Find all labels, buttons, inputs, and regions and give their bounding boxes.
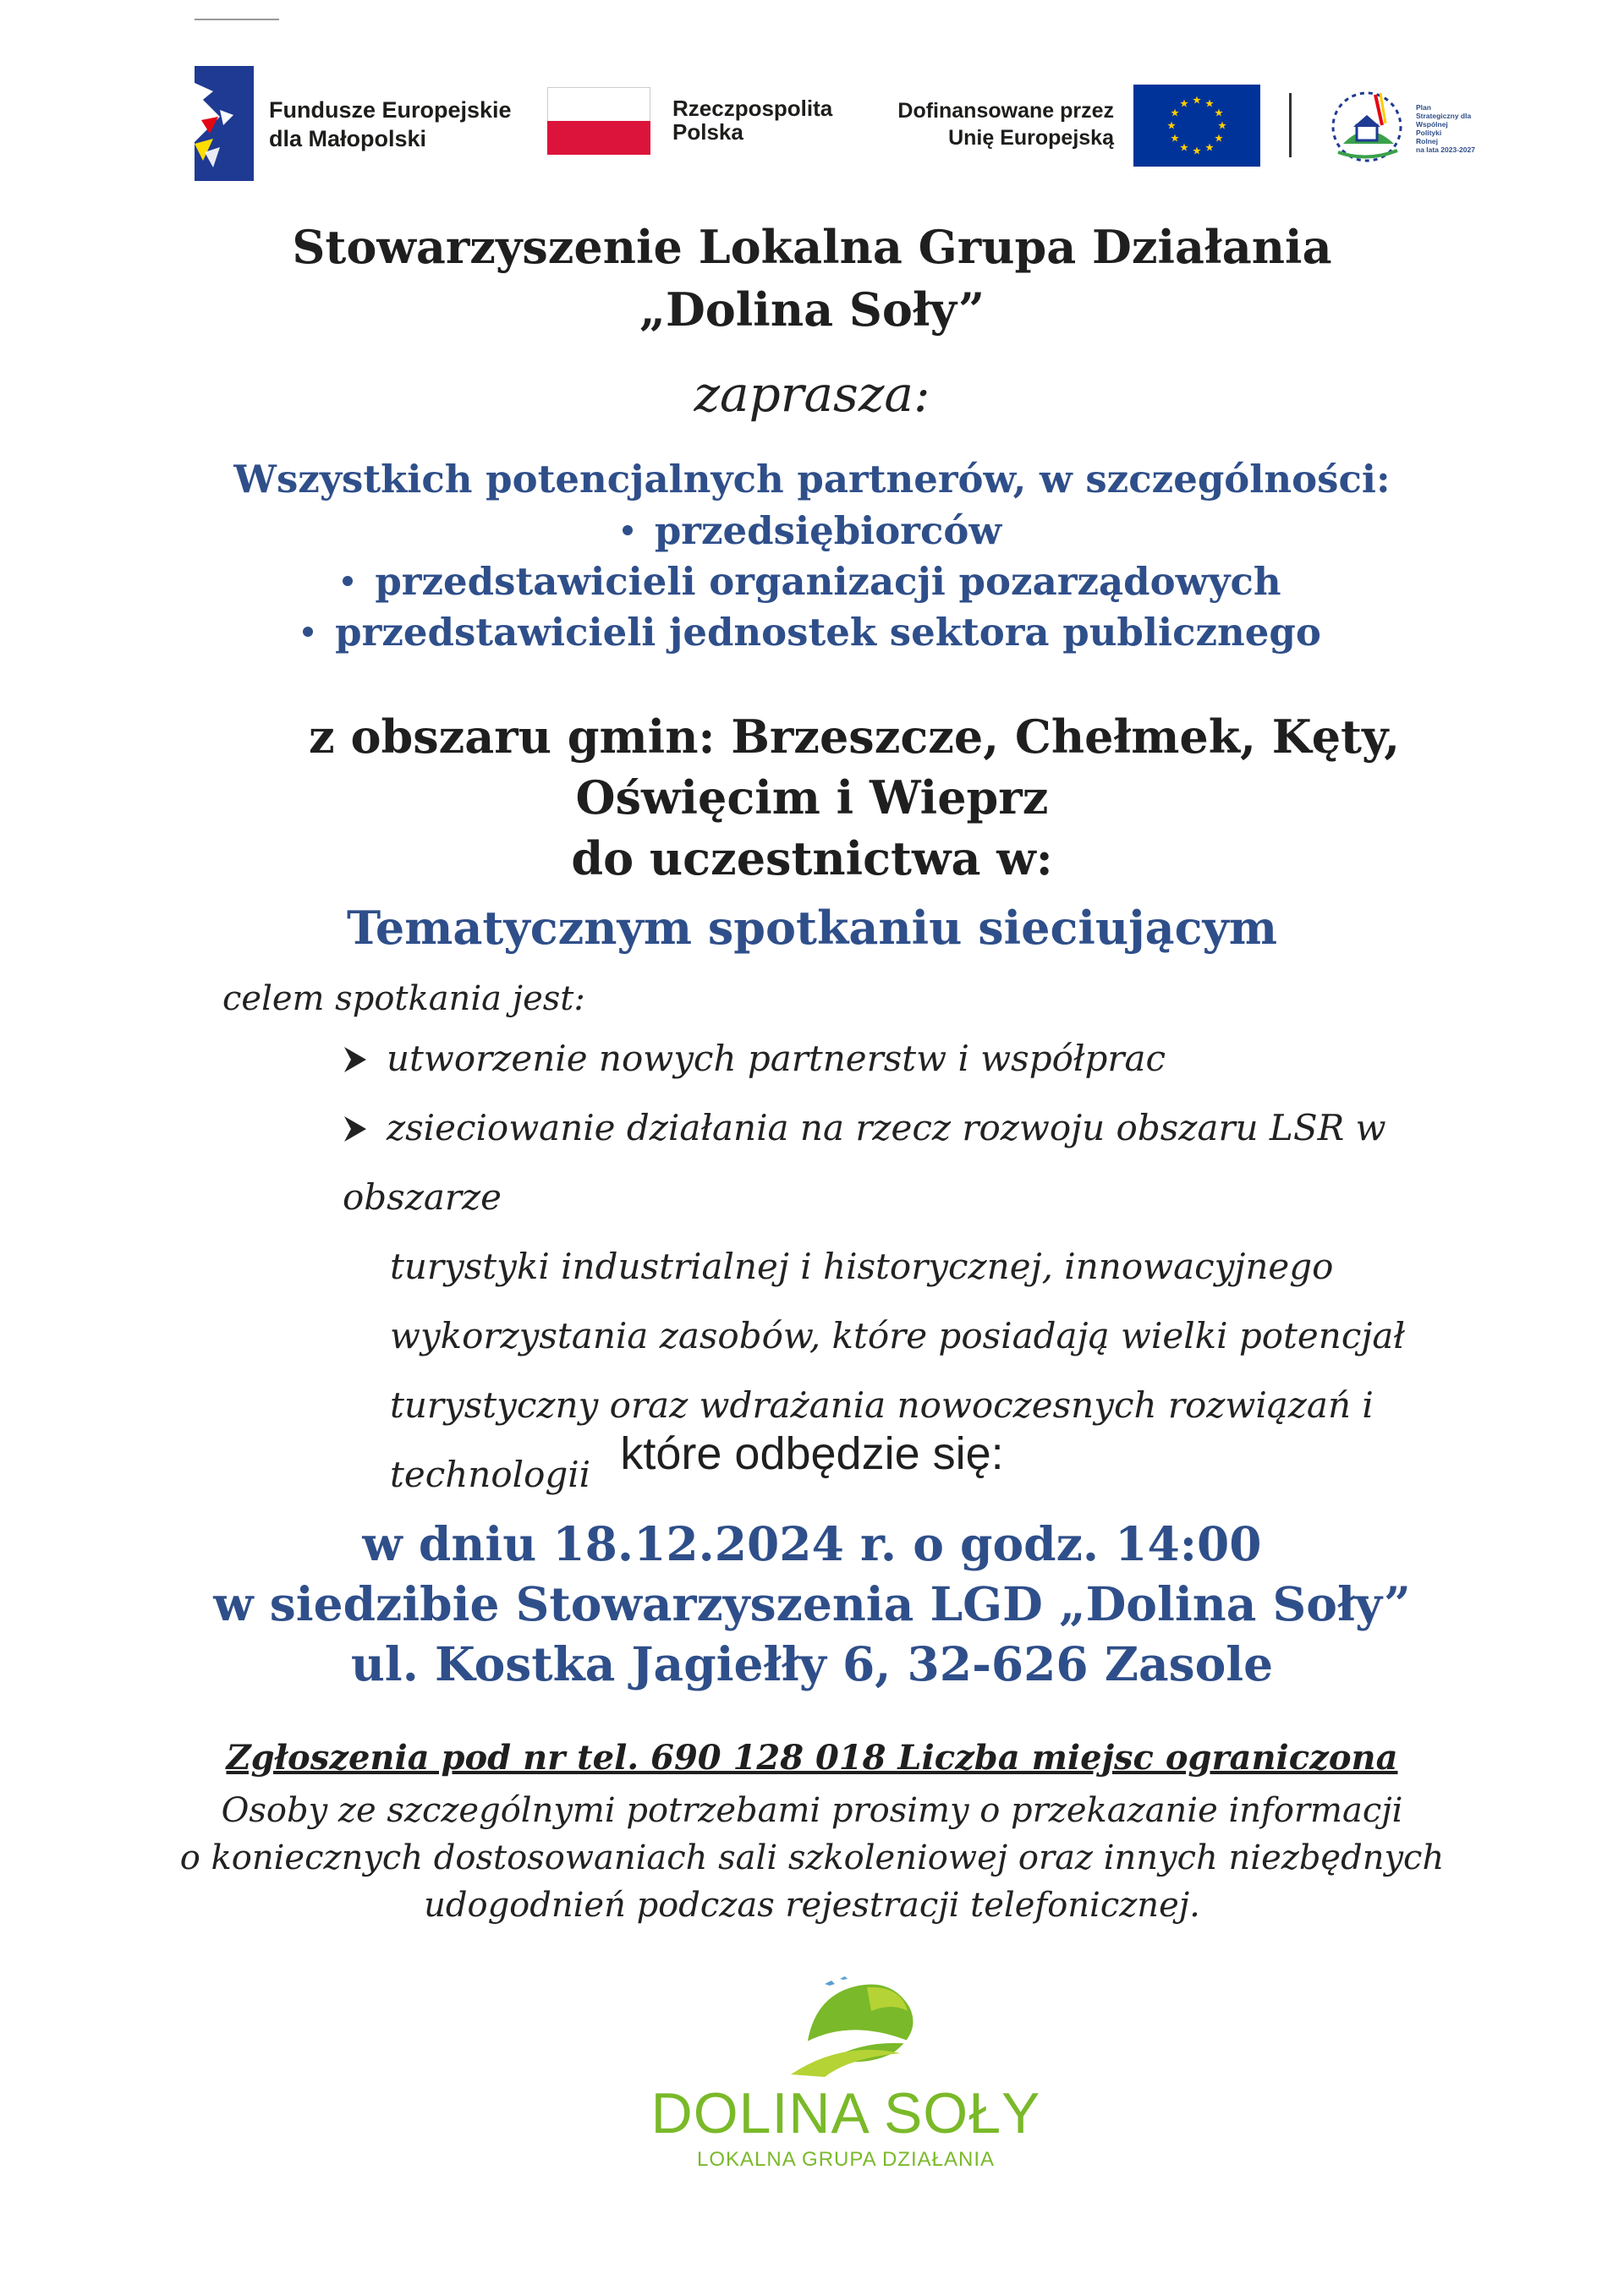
- invite-heading: zaprasza:: [694, 365, 930, 423]
- audience-item: przedsiębiorców: [0, 506, 1624, 556]
- fe-line2: dla Małopolski: [269, 126, 427, 151]
- rp-line2: Polska: [672, 119, 743, 145]
- header-rule: [195, 19, 279, 20]
- ps-line3: Wspólnej: [1416, 120, 1448, 129]
- arrow-bullet-icon: [343, 1045, 368, 1074]
- organization-line2: „Dolina Soły”: [639, 282, 985, 337]
- accessibility-note: Osoby ze szczególnymi potrzebami prosimy o przekazanie informacji o koniecznych dostosowaniach sali szkoleniowej oraz innych niezbędnych udogodnień podczas rejestracji telefonicznej.: [179, 1791, 1445, 1925]
- goal-item: zsieciowanie działania na rzecz rozwoju obszaru LSR w obszarze: [343, 1107, 1386, 1218]
- audience-item: przedstawicieli jednostek sektora publicznego: [0, 607, 1624, 658]
- audience-intro: Wszystkich potencjalnych partnerów, w szczególności:: [233, 457, 1391, 501]
- event-address: ul. Kostka Jagiełły 6, 32-626 Zasole: [350, 1636, 1274, 1691]
- arrow-bullet-icon: [343, 1115, 368, 1143]
- goal-item-continuation: wykorzystania zasobów, które posiadają wielki potencjał: [390, 1315, 1406, 1356]
- ps-line6: na lata 2023-2027: [1416, 145, 1475, 154]
- ps-line4: Polityki: [1416, 129, 1442, 137]
- goal-item-continuation: turystyki industrialnej i historycznej, innowacyjnego: [390, 1246, 1334, 1287]
- registration-info: Zgłoszenia pod nr tel. 690 128 018 Liczba miejsc ograniczona: [226, 1738, 1398, 1778]
- goal-item-continuation: turystyczny oraz wdrażania nowoczesnych rozwiązań i technologii: [390, 1384, 1374, 1495]
- footer-logo-subtitle: LOKALNA GRUPA DZIAŁANIA: [696, 2148, 995, 2171]
- bullet-icon: [623, 525, 633, 535]
- event-date: w dniu 18.12.2024 r. o godz. 14:00: [362, 1516, 1262, 1571]
- area-line1: z obszaru gmin: Brzeszcze, Chełmek, Kęty,: [308, 710, 1400, 764]
- ps-line2: Strategiczny dla: [1416, 112, 1472, 120]
- goal-label: celem spotkania jest:: [222, 979, 585, 1018]
- area-block: [0, 706, 1624, 889]
- event-details: [0, 1514, 1624, 1694]
- audience-list: [0, 506, 1624, 658]
- bullet-icon: [303, 627, 313, 637]
- footer-logo-name: DOLINA SOŁY: [650, 2081, 1041, 2145]
- polish-flag-icon: [547, 87, 650, 155]
- plan-strategiczny-logo-icon: [1326, 85, 1411, 165]
- meeting-title: Tematycznym spotkaniu sieciującym: [346, 901, 1278, 955]
- ps-line5: Rolnej: [1416, 137, 1438, 145]
- area-line3: do uczestnictwa w:: [571, 831, 1053, 885]
- eu-line2: Unię Europejską: [948, 126, 1114, 150]
- event-venue: w siedzibie Stowarzyszenia LGD „Dolina Soły”: [213, 1576, 1411, 1631]
- eu-flag-icon: [1133, 85, 1260, 167]
- dolina-soly-logo-icon: [765, 1960, 935, 2077]
- audience-item: przedstawicieli organizacji pozarządowych: [0, 556, 1624, 607]
- fe-line1: Fundusze Europejskie: [269, 97, 512, 123]
- ps-line1: Plan: [1416, 103, 1431, 112]
- fundusze-europejskie-logo-icon: [195, 66, 254, 181]
- bullet-icon: [343, 576, 353, 586]
- eu-line1: Dofinansowane przez: [897, 99, 1114, 123]
- organization-title: [0, 216, 1624, 341]
- rp-line1: Rzeczpospolita: [672, 96, 833, 121]
- area-line2: Oświęcim i Wieprz: [575, 770, 1049, 825]
- logo-divider: [1289, 93, 1292, 157]
- goal-item: utworzenie nowych partnerstw i współprac: [343, 1024, 1527, 1093]
- organization-line1: Stowarzyszenie Lokalna Grupa Działania: [292, 220, 1332, 274]
- event-intro: które odbędzie się:: [620, 1428, 1004, 1479]
